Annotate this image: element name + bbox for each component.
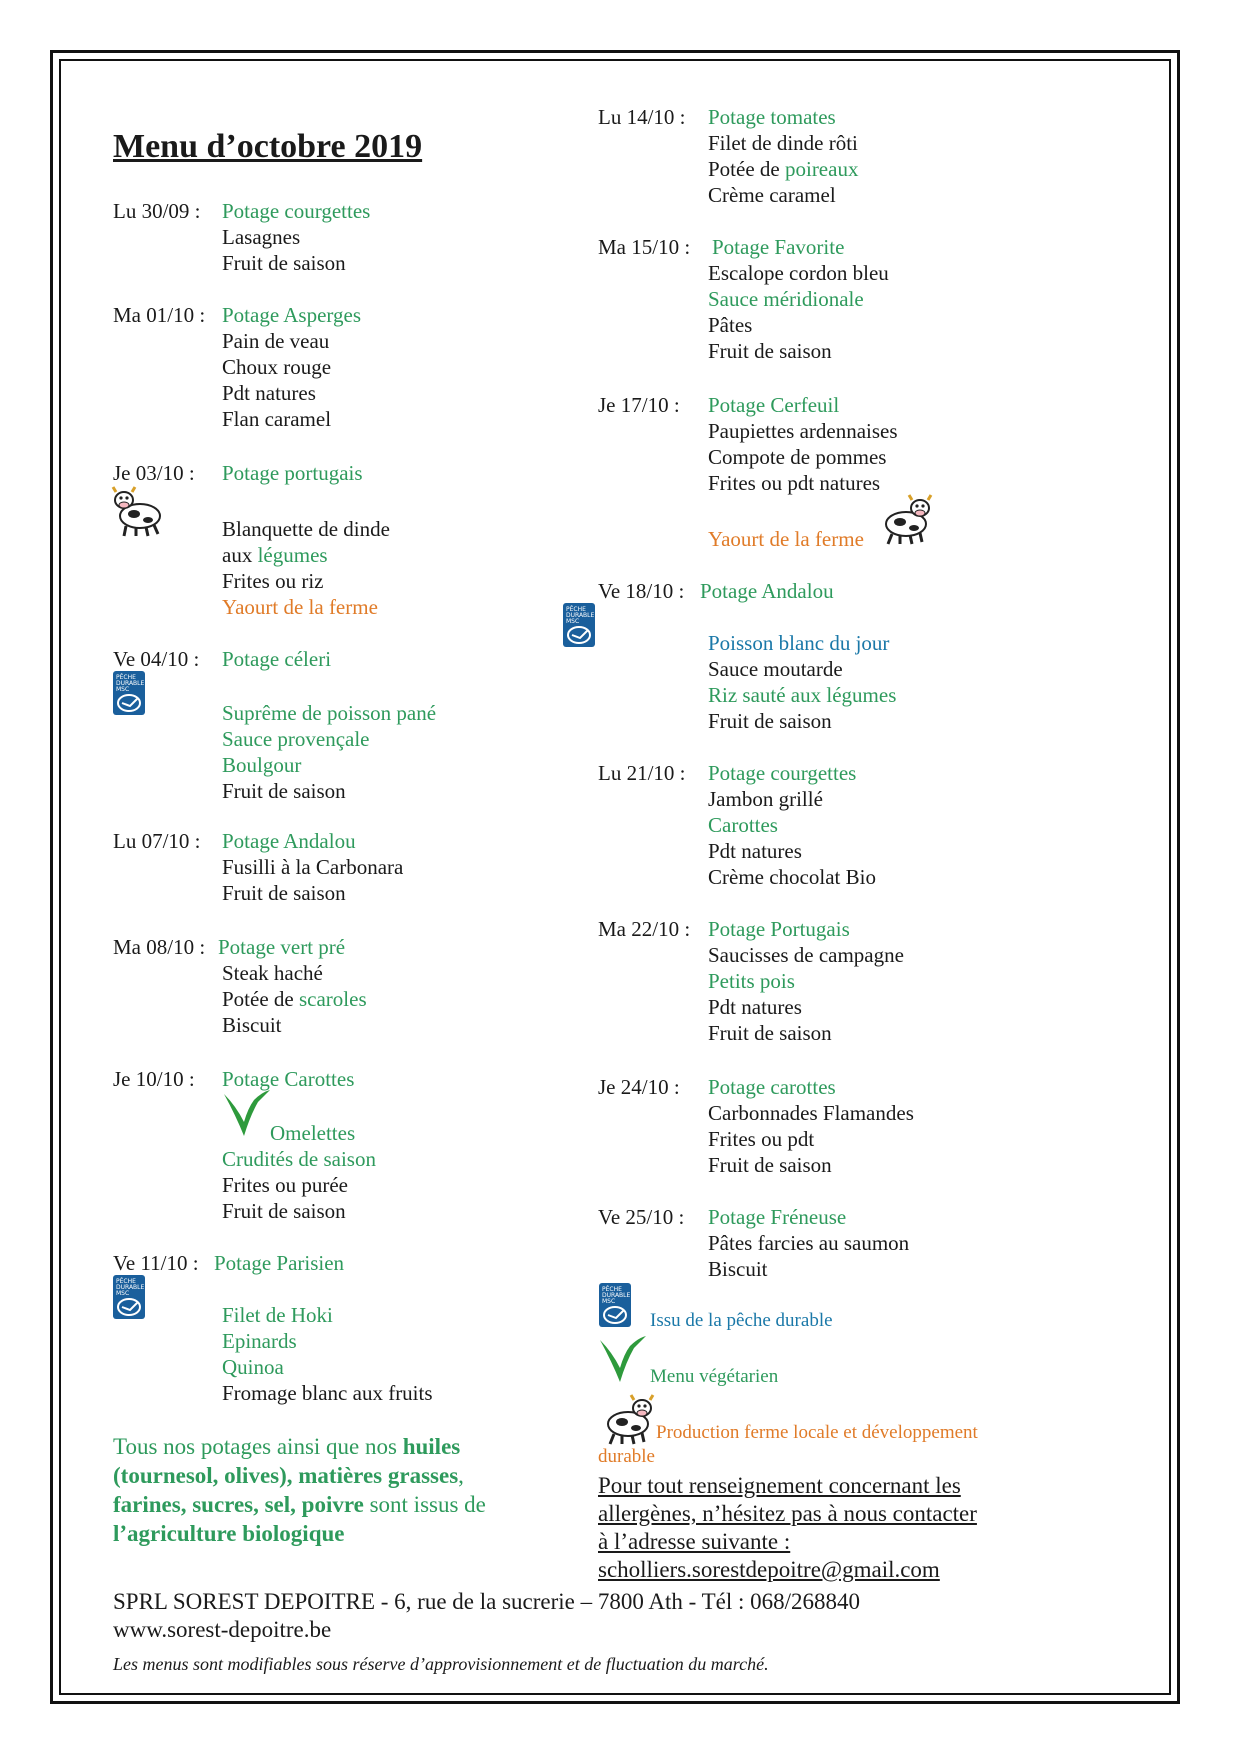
menu-item: Yaourt de la ferme [222,595,378,619]
menu-item: Potage Asperges [222,303,362,327]
menu-item: Sauce provençale [222,727,370,751]
menu-item: Carbonnades Flamandes [708,1101,914,1125]
cow-icon [876,490,934,546]
menu-item: Fromage blanc aux fruits [222,1381,433,1405]
svg-text:PÊCHE: PÊCHE [602,1286,622,1293]
day-label: Je 10/10 : [113,1067,195,1091]
menu-item: Potée de scaroles [222,987,367,1011]
msc-label-icon [112,670,146,716]
msc-label-icon [562,602,596,648]
page-title: Menu d’octobre 2019 [113,128,423,165]
menu-item: Compote de pommes [708,445,887,469]
menu-item: Fruit de saison [708,1021,832,1045]
menu-item: Potage vert pré [218,935,346,959]
menu-item: Escalope cordon bleu [708,261,889,285]
menu-item: Pâtes farcies au saumon [708,1231,910,1255]
menu-item: Potage Andalou [700,579,834,603]
menu-item: Potée de poireaux [708,157,859,181]
day-label: Ve 11/10 : [113,1251,199,1275]
legend-veg-label: Menu végétarien [650,1366,779,1387]
day-label: Lu 07/10 : [113,829,201,853]
menu-item: Potage Cerfeuil [708,393,840,417]
menu-item: Biscuit [708,1257,768,1281]
menu-item: Crudités de saison [222,1147,376,1171]
svg-text:MSC: MSC [116,686,130,693]
menu-item: Potage Carottes [222,1067,355,1091]
svg-text:PÊCHE: PÊCHE [116,1278,136,1285]
menu-item: Crème caramel [708,183,836,207]
day-label: Ma 01/10 : [113,303,206,327]
menu-item: Pain de veau [222,329,330,353]
svg-text:MSC: MSC [602,1298,616,1305]
menu-item: Fruit de saison [222,251,346,275]
menu-item: Potage courgettes [222,199,371,223]
menu-item: Saucisses de campagne [708,943,904,967]
svg-text:PÊCHE: PÊCHE [116,674,136,681]
menu-item: Potage Portugais [708,917,850,941]
svg-text:DURABLE: DURABLE [116,680,145,687]
menu-item: Boulgour [222,753,302,777]
menu-item: Pdt natures [708,995,802,1019]
day-label: Ve 25/10 : [598,1205,685,1229]
menu-item: aux légumes [222,543,328,567]
menu-item: Potage courgettes [708,761,857,785]
organic-note: Tous nos potages ainsi que nos huiles (tournesol, olives), matières grasses, farines, sucres, sel, poivre sont issus de l’agriculture biologique [113,1434,486,1546]
menu-item: Frites ou pdt [708,1127,815,1151]
menu-item: Potage Parisien [214,1251,345,1275]
svg-text:DURABLE: DURABLE [116,1284,145,1291]
menu-item: Crème chocolat Bio [708,865,876,889]
menu-item: Filet de dinde rôti [708,131,858,155]
day-label: Ma 22/10 : [598,917,691,941]
menu-item: Frites ou riz [222,569,324,593]
menu-item: Frites ou pdt natures [708,471,881,495]
menu-item: Fruit de saison [222,1199,346,1223]
legend-farm-label: Production ferme locale et développement [656,1422,978,1443]
menu-item: Fruit de saison [708,1153,832,1177]
msc-label-icon [598,1282,632,1328]
cow-icon [110,482,168,538]
contact-line: Pour tout renseignement concernant les [598,1473,961,1498]
svg-text:PÊCHE: PÊCHE [566,606,586,613]
legend-farm-label-cont: durable [598,1446,655,1467]
menu-item: Steak haché [222,961,323,985]
menu-item: Choux rouge [222,355,332,379]
vegetarian-icon [222,1088,272,1140]
menu-item: Sauce méridionale [708,287,864,311]
menu-item: Epinards [222,1329,297,1353]
menu-item: Lasagnes [222,225,301,249]
menu-item: Potage Favorite [712,235,845,259]
svg-text:DURABLE: DURABLE [566,612,595,619]
website-link[interactable]: www.sorest-depoitre.be [113,1617,332,1642]
menu-item: Potage tomates [708,105,836,129]
vegetarian-icon [598,1334,648,1386]
menu-item: Potage Fréneuse [708,1205,847,1229]
menu-item: Blanquette de dinde [222,517,390,541]
menu-item: Petits pois [708,969,795,993]
menu-item: Quinoa [222,1355,284,1379]
msc-label-icon [112,1274,146,1320]
menu-item: Omelettes [270,1121,356,1145]
svg-text:MSC: MSC [566,618,580,625]
svg-text:MSC: MSC [116,1290,130,1297]
menu-item: Potage portugais [222,461,363,485]
day-label: Ve 04/10 : [113,647,200,671]
menu-item: Potage céleri [222,647,332,671]
menu-item: Pdt natures [222,381,316,405]
menu-item: Fruit de saison [708,339,832,363]
day-label: Ve 18/10 : [598,579,685,603]
menu-item: Paupiettes ardennaises [708,419,898,443]
day-label: Je 24/10 : [598,1075,680,1099]
menu-item: Sauce moutarde [708,657,843,681]
menu-item: Fruit de saison [708,709,832,733]
day-label: Lu 21/10 : [598,761,686,785]
legend-fish-label: Issu de la pêche durable [650,1310,833,1331]
menu-item: Poisson blanc du jour [708,631,890,655]
disclaimer: Les menus sont modifiables sous réserve d’approvisionnement et de fluctuation du marché. [113,1654,769,1674]
contact-line: allergènes, n’hésitez pas à nous contacter [598,1501,977,1526]
menu-item: Fruit de saison [222,779,346,803]
menu-item: Jambon grillé [708,787,823,811]
menu-item: Flan caramel [222,407,332,431]
day-label: Lu 14/10 : [598,105,686,129]
day-label: Ma 15/10 : [598,235,691,259]
day-label: Je 17/10 : [598,393,680,417]
menu-item: Biscuit [222,1013,282,1037]
menu-item: Riz sauté aux légumes [708,683,897,707]
menu-item: Potage Andalou [222,829,356,853]
menu-item: Filet de Hoki [222,1303,333,1327]
company-address: SPRL SOREST DEPOITRE - 6, rue de la sucrerie – 7800 Ath - Tél : 068/268840 [113,1589,861,1614]
day-label: Lu 30/09 : [113,199,201,223]
menu-item: Pdt natures [708,839,802,863]
day-label: Je 03/10 : [113,461,195,485]
menu-item: Suprême de poisson pané [222,701,437,725]
menu-item: Yaourt de la ferme [708,527,864,551]
menu-item: Pâtes [708,313,753,337]
menu-item: Frites ou purée [222,1173,348,1197]
cow-icon [598,1390,656,1446]
menu-item: Carottes [708,813,778,837]
svg-text:DURABLE: DURABLE [602,1292,631,1299]
menu-item: Potage carottes [708,1075,836,1099]
menu-item: Fruit de saison [222,881,346,905]
contact-email-link[interactable]: scholliers.sorestdepoitre@gmail.com [598,1557,940,1582]
menu-item: Fusilli à la Carbonara [222,855,404,879]
contact-line: à l’adresse suivante : [598,1529,791,1554]
day-label: Ma 08/10 : [113,935,206,959]
